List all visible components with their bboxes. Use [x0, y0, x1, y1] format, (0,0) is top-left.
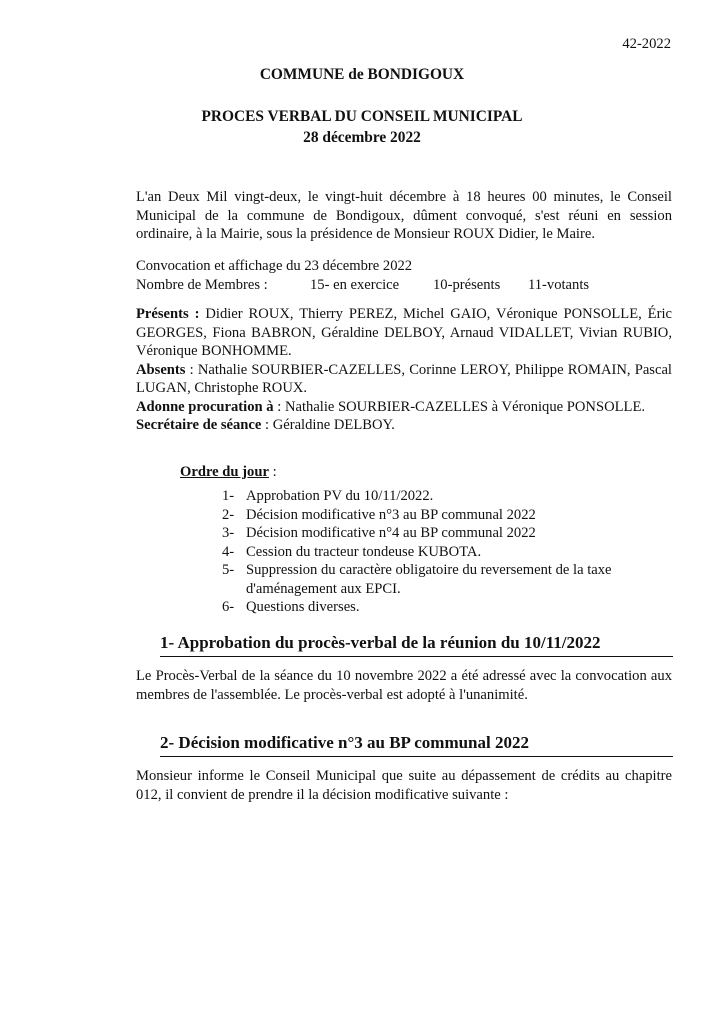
- section-2-body: Monsieur informe le Conseil Municipal que suite au dépassement de crédits au chapitre 012, il convient de prendre il la décision modificative suivante :: [136, 768, 672, 803]
- agenda-item-text: Décision modificative n°3 au BP communal 2022: [246, 506, 536, 523]
- proxy-label: Adonne procuration à: [136, 398, 274, 415]
- secretary-value: : Géraldine DELBOY.: [261, 417, 395, 433]
- absent-label: Absents: [136, 361, 186, 378]
- secretary-label: Secrétaire de séance: [136, 417, 262, 433]
- agenda-item-text: Décision modificative n°4 au BP communal 2022: [246, 525, 536, 541]
- convocation-line: Convocation et affichage du 23 décembre 2022: [136, 258, 413, 274]
- agenda-item-text: Cession du tracteur tondeuse KUBOTA.: [246, 543, 482, 560]
- absent-line: [136, 361, 672, 398]
- agenda-item-number: 4-: [222, 543, 235, 560]
- agenda-list: [222, 487, 642, 617]
- members-label: Nombre de Membres :: [136, 277, 268, 293]
- meeting-date: 28 décembre 2022: [303, 129, 421, 146]
- agenda-item-number: 6-: [222, 599, 235, 615]
- document-title: PROCES VERBAL DU CONSEIL MUNICIPAL: [201, 108, 523, 125]
- document-reference: 42-2022: [622, 36, 671, 52]
- agenda-item: [222, 487, 642, 506]
- agenda-item: [222, 543, 642, 562]
- proxy-line: [136, 398, 672, 417]
- agenda-item: [222, 561, 642, 598]
- members-present: 10-présents: [433, 277, 501, 293]
- members-in-office: 15- en exercice: [310, 277, 400, 293]
- proxy-value: : Nathalie SOURBIER-CAZELLES à Véronique PONSOLLE.: [273, 398, 646, 415]
- absent-value: : Nathalie SOURBIER-CAZELLES, Corinne LEROY, Philippe ROMAIN, Pascal LUGAN, Christophe ROUX.: [136, 361, 672, 396]
- intro-paragraph: L'an Deux Mil vingt-deux, le vingt-huit décembre à 18 heures 00 minutes, le Conseil Municipal de la commune de Bondigoux, dûment convoqué, s'est réuni en session ordinaire, à la Mairie, sous la présidence de Monsieur ROUX Didier, le Maire.: [136, 189, 672, 242]
- agenda-item-number: 5-: [222, 562, 235, 578]
- agenda-item-text: Questions diverses.: [246, 599, 360, 615]
- agenda-item-number: 2-: [222, 506, 235, 523]
- present-label: Présents :: [136, 306, 200, 322]
- section-1-title: 1- Approbation du procès-verbal de la réunion du 10/11/2022: [160, 634, 673, 657]
- commune-name: COMMUNE de BONDIGOUX: [259, 66, 465, 83]
- agenda-item-number: 1-: [222, 488, 235, 504]
- agenda-heading-colon: :: [268, 464, 277, 480]
- agenda-item: [222, 506, 642, 525]
- agenda-item-text: Approbation PV du 10/11/2022.: [246, 488, 434, 504]
- agenda-item: [222, 524, 642, 543]
- present-value: Didier ROUX, Thierry PEREZ, Michel GAIO, Véronique PONSOLLE, Éric GEORGES, Fiona BABRON, Géraldine DELBOY, Arnaud VIDALLET, Vivian RUBIO, Véronique BONHOMME.: [136, 306, 672, 359]
- attendance-block: [136, 305, 672, 435]
- agenda-item-text: Suppression du caractère obligatoire du reversement de la taxe d'aménagement aux EPCI.: [246, 562, 612, 597]
- agenda-heading: [180, 463, 277, 482]
- agenda-heading-text: Ordre du jour: [180, 464, 269, 480]
- agenda-item: [222, 598, 642, 617]
- section-1-body: Le Procès-Verbal de la séance du 10 novembre 2022 a été adressé avec la convocation aux membres de l'assemblée. Le procès-verbal est adopté à l'unanimité.: [136, 668, 672, 703]
- section-2-title: 2- Décision modificative n°3 au BP communal 2022: [160, 734, 673, 757]
- agenda-item-number: 3-: [222, 525, 235, 541]
- present-line: [136, 305, 672, 361]
- members-voting: 11-votants: [528, 277, 590, 293]
- secretary-line: [136, 416, 672, 435]
